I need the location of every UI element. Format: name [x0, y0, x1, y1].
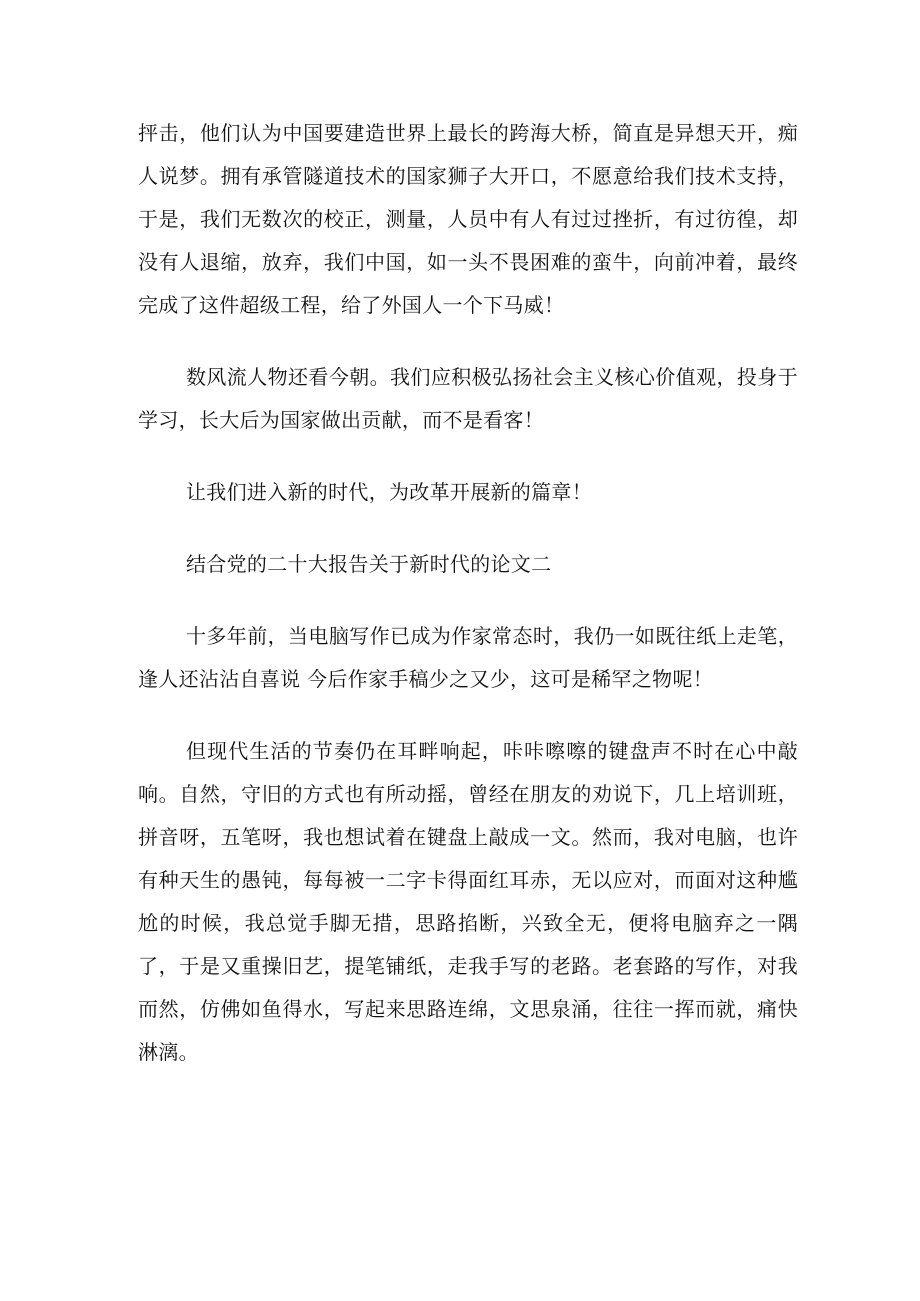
paragraph-handwriting: 十多年前，当电脑写作已成为作家常态时，我仍一如既往纸上走笔，逢人还沾沾自喜说 今后作家手稿少之又少，这可是稀罕之物呢！ [138, 624, 798, 691]
paragraph-keyboard: 但现代生活的节奏仍在耳畔响起，咔咔嚓嚓的键盘声不时在心中敲响。自然，守旧的方式也有所动摇，曾经在朋友的劝说下，几上培训班，拼音呀，五笔呀，我也想试着在键盘上敲成一文。然而，我对电脑，也许有种天生的愚钝，每每被一二字卡得面红耳赤，无以应对，而面对这种尴尬的时候，我总觉手脚无措，思路掐断，兴致全无，便将电脑弃之一隅了，于是又重操旧艺，提笔铺纸，走我手写的老路。老套路的写作，对我而然，仿佛如鱼得水，写起来思路连绵，文思泉涌，往往一挥而就，痛快淋漓。 [138, 739, 798, 1064]
paragraph-bridge-story: 抨击，他们认为中国要建造世界上最长的跨海大桥，简直是异想天开，痴人说梦。拥有承管隧道技术的国家狮子大开口，不愿意给我们技术支持，于是，我们无数次的校正，测量，人员中有人有过过挫折，有过彷徨，却没有人退缩，放弃，我们中国，如一头不畏困难的蛮牛，向前冲着，最终完成了这件超级工程，给了外国人一个下马威！ [138, 121, 798, 317]
document-body [138, 112, 798, 1074]
paragraph-values: 数风流人物还看今朝。我们应积极弘扬社会主义核心价值观，投身于学习，长大后为国家做出贡献，而不是看客！ [138, 365, 798, 432]
essay-title: 结合党的二十大报告关于新时代的论文二 [186, 552, 552, 576]
paragraph-new-era: 让我们进入新的时代，为改革开展新的篇章！ [186, 480, 592, 504]
